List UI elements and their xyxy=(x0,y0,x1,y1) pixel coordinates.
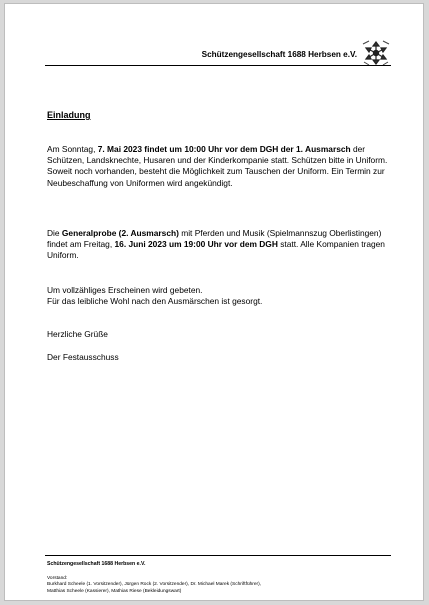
closing-greeting: Herzliche Grüße xyxy=(47,329,108,339)
p2-text-bold-1: Generalprobe (2. Ausmarsch) xyxy=(61,228,179,238)
signature: Der Festausschuss xyxy=(47,352,119,362)
footer-board-line-2: Matthias Scheele (Kassierer), Mathias Riese (Bekleidungswart) xyxy=(47,589,182,594)
p2-text-c: mit Pferden und Musik (Spielmannszug Oberlistingen) findet am Freitag, xyxy=(47,228,382,250)
p2-text-bold-2: 16. Juni 2023 um 19:00 Uhr vor dem DGH xyxy=(114,239,278,250)
catering-line: Für das leibliche Wohl nach den Ausmärschen ist gesorgt. xyxy=(47,296,263,307)
p1-text-a: Am Sonntag, xyxy=(47,144,98,154)
p2-text-e: statt. Alle Kompanien tragen Uniform. xyxy=(47,239,385,261)
paragraph-attendance xyxy=(47,285,399,307)
edelweiss-emblem-icon xyxy=(361,40,391,66)
letterhead xyxy=(45,40,391,66)
footer-org-name: Schützengesellschaft 1688 Herbsen e.V. xyxy=(47,561,146,567)
p2-text-a: Die xyxy=(47,228,62,238)
attendance-line: Um vollzähliges Erscheinen wird gebeten. xyxy=(47,285,203,295)
paragraph-first-parade xyxy=(47,144,399,189)
paragraph-dress-rehearsal xyxy=(47,228,399,262)
letterhead-org-name: Schützengesellschaft 1688 Herbsen e.V. xyxy=(201,50,357,59)
p1-text-c: der Schützen, Landsknechte, Husaren und der Kinderkompanie statt. Schützen bitte in Uniform. Soweit noch vorhanden, besteht die Möglichkeit zum Tauschen der Uniform. Ein Termin zur Neubeschaffung von Uniformen wird angekündigt. xyxy=(47,144,388,188)
footer-board-line-1: Burkhard Scheele (1. Vorsitzender), Jürgen Rock (2. Vorsitzender), Dr. Michael Marek (Schriftführer), xyxy=(47,582,262,587)
header-divider xyxy=(45,65,391,66)
document-page xyxy=(4,3,424,601)
footer-divider xyxy=(45,555,391,556)
letter-heading: Einladung xyxy=(47,110,91,120)
p1-text-bold: 7. Mai 2023 findet um 10:00 Uhr vor dem DGH der 1. Ausmarsch xyxy=(97,144,351,154)
footer-board-label: Vorstand: xyxy=(47,576,68,581)
